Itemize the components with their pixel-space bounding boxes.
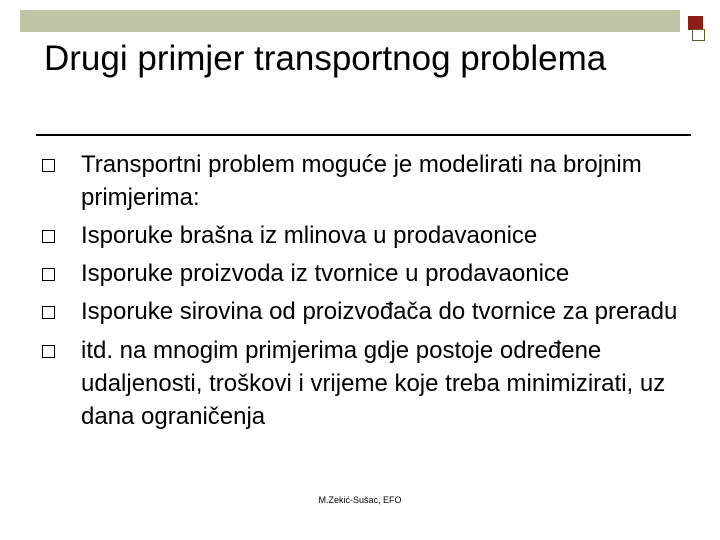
outline-square-icon: [692, 29, 705, 41]
slide-footer: M.Zekić-Sušac, EFO: [318, 495, 402, 505]
bullet-text: Isporuke brašna iz mlinova u prodavaonice: [81, 222, 538, 249]
bullet-text: Isporuke proizvoda iz tvornice u prodavaonice: [81, 260, 570, 287]
hollow-square-bullet-icon: [42, 345, 55, 358]
list-item: [0, 334, 720, 433]
bullet-text: itd. na mnogim primjerima gdje postoje određene udaljenosti, troškovi i vrijeme koje treba minimizirati, uz dana ograničenja: [81, 337, 666, 430]
list-item: [0, 257, 720, 291]
corner-decoration: [686, 15, 706, 41]
slide-title: Drugi primjer transportnog problema: [44, 39, 607, 78]
hollow-square-bullet-icon: [42, 230, 55, 243]
bullet-text: Isporuke sirovina od proizvođača do tvornice za preradu: [81, 298, 678, 325]
bullet-text: Transportni problem moguće je modelirati na brojnim primjerima:: [81, 151, 642, 211]
list-item: [0, 148, 720, 214]
filled-square-icon: [688, 16, 703, 30]
list-item: [0, 295, 720, 329]
hollow-square-bullet-icon: [42, 268, 55, 281]
title-divider: [36, 134, 691, 136]
list-item: [0, 219, 720, 253]
hollow-square-bullet-icon: [42, 159, 55, 172]
hollow-square-bullet-icon: [42, 306, 55, 319]
header-decoration-bar: [20, 10, 680, 32]
bullet-list: [0, 148, 720, 437]
